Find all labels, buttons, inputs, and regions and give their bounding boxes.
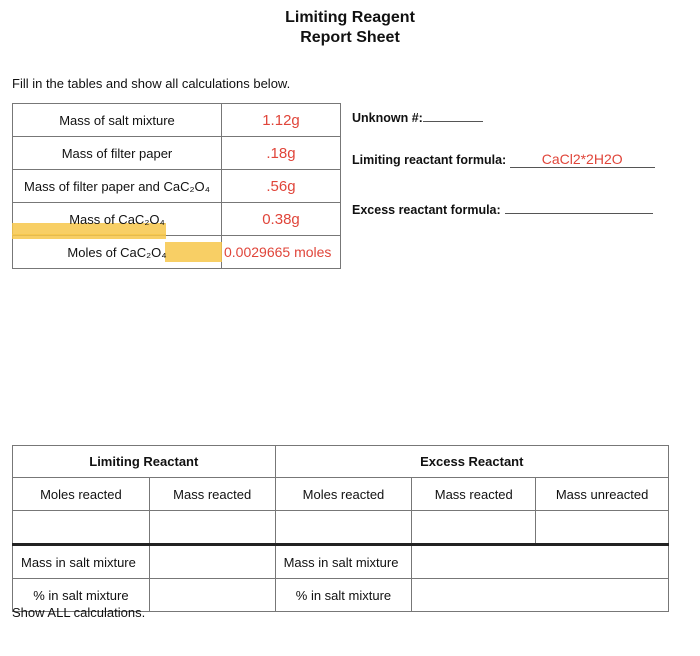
row-label: % in salt mixture <box>13 579 150 612</box>
table-row <box>13 203 341 236</box>
table-row <box>13 137 341 170</box>
reactant-table <box>12 445 669 612</box>
unknown-field[interactable] <box>352 109 483 125</box>
table-cell-input[interactable] <box>149 511 275 545</box>
row-label: Mass in salt mixture <box>13 545 150 579</box>
row-value-input[interactable]: .18g <box>222 137 341 170</box>
table-cell-input[interactable] <box>275 511 412 545</box>
table-cell-input[interactable] <box>412 511 536 545</box>
table-row <box>13 511 669 545</box>
table-cell-input[interactable] <box>149 545 275 579</box>
column-header: Moles reacted <box>13 478 150 511</box>
page-title <box>0 8 700 48</box>
row-label: Mass in salt mixture <box>275 545 412 579</box>
row-label: Moles of CaC₂O₄ <box>13 236 222 269</box>
row-label: Mass of salt mixture <box>13 104 222 137</box>
table-column-header-row <box>13 478 669 511</box>
column-header: Moles reacted <box>275 478 412 511</box>
row-value-input[interactable]: 0.0029665 moles <box>222 236 341 269</box>
excess-formula-blank <box>505 201 653 214</box>
row-value-input[interactable]: 1.12g <box>222 104 341 137</box>
column-header: Mass unreacted <box>536 478 669 511</box>
table-row <box>13 104 341 137</box>
title-line-1: Limiting Reagent <box>285 9 415 26</box>
excess-formula-label: Excess reactant formula: <box>352 203 501 217</box>
highlight-mark <box>165 242 222 262</box>
column-header: Mass reacted <box>412 478 536 511</box>
limiting-reactant-header: Limiting Reactant <box>13 446 276 478</box>
limiting-formula-label: Limiting reactant formula: <box>352 153 507 167</box>
row-label: Mass of filter paper <box>13 137 222 170</box>
table-cell-input[interactable] <box>412 545 669 579</box>
row-label: Mass of filter paper and CaC₂O₄ <box>13 170 222 203</box>
table-row <box>13 545 669 579</box>
title-line-2: Report Sheet <box>300 29 400 46</box>
excess-formula-field[interactable] <box>352 201 653 217</box>
row-label: % in salt mixture <box>275 579 412 612</box>
excess-reactant-header: Excess Reactant <box>275 446 668 478</box>
highlight-mark <box>12 234 166 239</box>
row-value-input[interactable]: 0.38g <box>222 203 341 236</box>
footer-note: Show ALL calculations. <box>12 605 146 620</box>
table-cell-input[interactable] <box>13 511 150 545</box>
table-cell-input[interactable] <box>412 579 669 612</box>
limiting-formula-field[interactable] <box>352 151 655 168</box>
instruction-text: Fill in the tables and show all calculations below. <box>12 76 291 91</box>
row-value-input[interactable]: .56g <box>222 170 341 203</box>
table-row <box>13 236 341 269</box>
limiting-formula-value: CaCl2*2H2O <box>541 151 623 167</box>
unknown-label: Unknown #: <box>352 111 423 125</box>
row-label: Mass of CaC₂O₄ <box>13 203 222 236</box>
table-row <box>13 170 341 203</box>
column-header: Mass reacted <box>149 478 275 511</box>
table-cell-input[interactable] <box>536 511 669 545</box>
data-table <box>12 103 341 269</box>
table-header-row <box>13 446 669 478</box>
limiting-formula-blank <box>510 151 655 168</box>
table-cell-input[interactable] <box>149 579 275 612</box>
unknown-blank <box>423 109 483 122</box>
